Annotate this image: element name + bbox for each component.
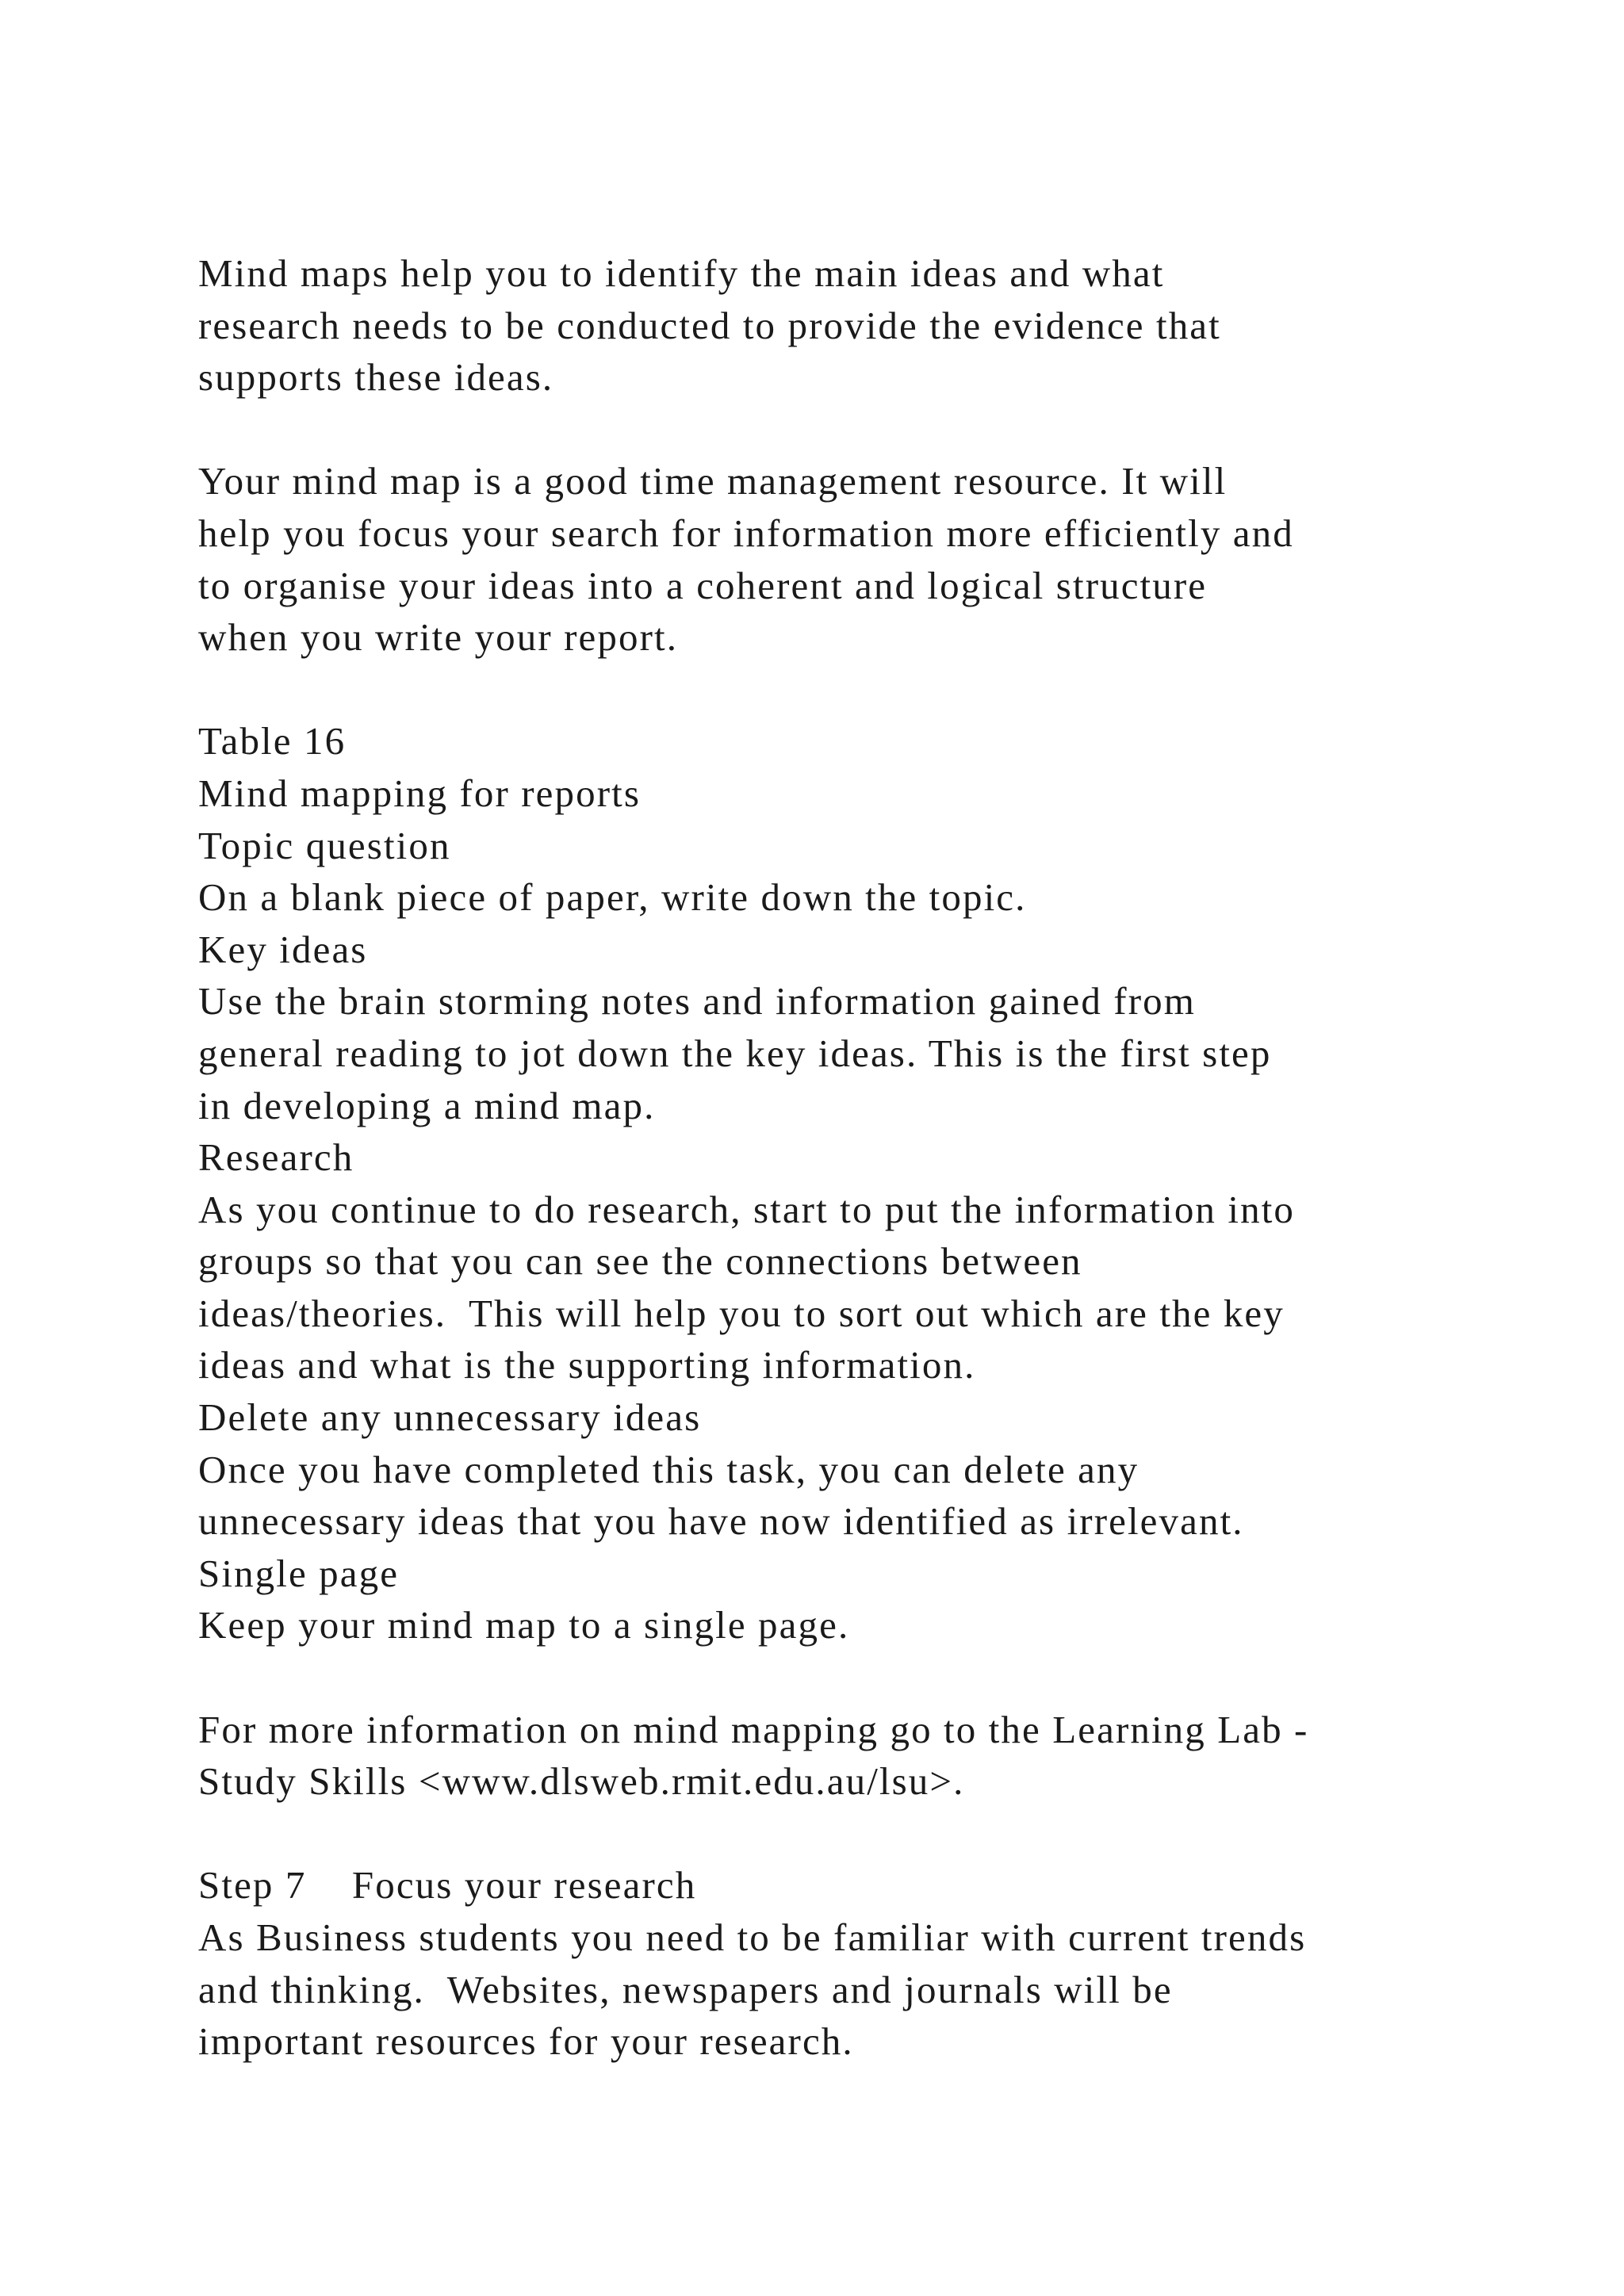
text-line: when you write your report.	[198, 615, 679, 660]
paragraph-spacer	[198, 664, 1483, 716]
table-row-text: Once you have completed this task, you can delete any	[198, 1447, 1139, 1491]
paragraph-spacer	[198, 404, 1483, 456]
text-line: For more information on mind mapping go to the Learning Lab -	[198, 1707, 1309, 1751]
text-line: and thinking. Websites, newspapers and journals will be	[198, 1967, 1173, 2011]
table-row-text: groups so that you can see the connections between	[198, 1239, 1082, 1284]
table-row-heading: Research	[198, 1135, 354, 1180]
text-line: research needs to be conducted to provide the evidence that	[198, 303, 1221, 347]
intro-paragraph	[198, 247, 1483, 404]
paragraph-spacer	[198, 1651, 1483, 1704]
mind-mapping-table	[198, 715, 1483, 1651]
time-management-paragraph	[198, 455, 1483, 663]
table-row-heading: Topic question	[198, 823, 451, 867]
text-line: supports these ideas.	[198, 355, 554, 400]
text-line: Study Skills <www.dlsweb.rmit.edu.au/lsu>.	[198, 1759, 965, 1804]
text-line: Your mind map is a good time management resource. It will	[198, 459, 1228, 503]
text-line: to organise your ideas into a coherent and logical structure	[198, 563, 1208, 607]
table-label: Table 16	[198, 719, 347, 763]
text-line: Mind maps help you to identify the main ideas and what	[198, 251, 1165, 295]
document-body	[198, 247, 1483, 2068]
table-title: Mind mapping for reports	[198, 771, 642, 815]
table-row-text: On a blank piece of paper, write down the topic.	[198, 875, 1027, 920]
text-line: As Business students you need to be familiar with current trends	[198, 1915, 1307, 1959]
table-row-text: unnecessary ideas that you have now identified as irrelevant.	[198, 1499, 1244, 1544]
table-row-heading: Key ideas	[198, 927, 368, 971]
table-row-heading: Delete any unnecessary ideas	[198, 1395, 702, 1440]
table-row-text: ideas and what is the supporting information.	[198, 1343, 976, 1387]
table-row-text: Use the brain storming notes and information gained from	[198, 979, 1196, 1024]
table-row-text: Keep your mind map to a single page.	[198, 1603, 850, 1647]
text-line: help you focus your search for information more efficiently and	[198, 511, 1294, 555]
table-row-text: As you continue to do research, start to put the information into	[198, 1187, 1296, 1231]
table-row-text: general reading to jot down the key ideas. This is the first step	[198, 1031, 1272, 1075]
table-row-heading: Single page	[198, 1551, 400, 1595]
table-row-text: ideas/theories. This will help you to sort out which are the key	[198, 1291, 1285, 1335]
table-row-text: in developing a mind map.	[198, 1083, 656, 1127]
paragraph-spacer	[198, 1808, 1483, 1860]
text-line: important resources for your research.	[198, 2019, 854, 2064]
more-info-paragraph	[198, 1704, 1483, 1808]
step-7-section	[198, 1859, 1483, 2067]
section-heading: Step 7 Focus your research	[198, 1863, 697, 1908]
